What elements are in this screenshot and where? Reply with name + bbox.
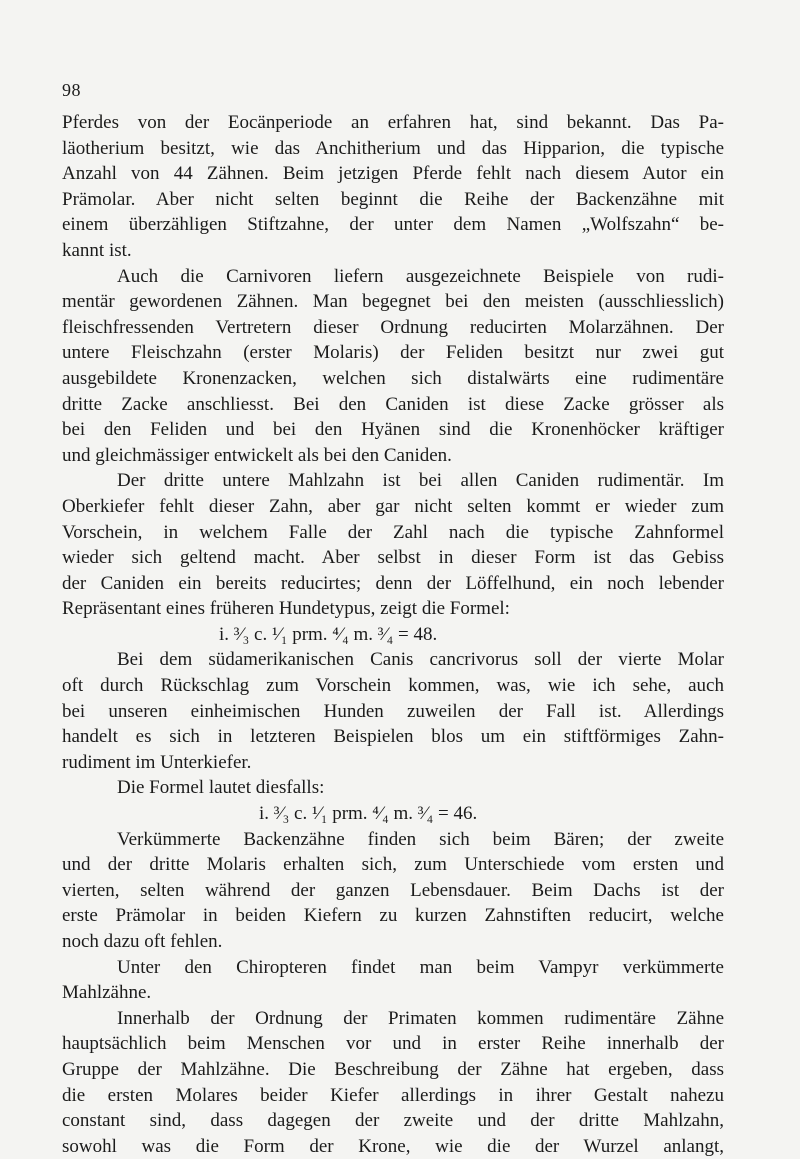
text-line: Repräsentant eines früheren Hundetypus, zeigt die Formel:	[62, 598, 510, 620]
text-line: ausgebildete Kronenzacken, welchen sich distalwärts eine rudimentäre	[62, 367, 724, 389]
text-line: untere Fleischzahn (erster Molaris) der Feliden besitzt nur zwei gut	[62, 342, 724, 364]
text-line: constant sind, dass dagegen der zweite und der dritte Mahlzahn,	[62, 1110, 724, 1132]
text-line: Innerhalb der Ordnung der Primaten kommen rudimentäre Zähne	[117, 1007, 724, 1029]
text-line: läotherium besitzt, wie das Anchitherium und das Hipparion, die typische	[62, 137, 724, 159]
text-line: Die Formel lautet diesfalls:	[117, 777, 325, 799]
text-line: oft durch Rückschlag zum Vorschein kommen, was, wie ich sehe, auch	[62, 675, 724, 697]
text-line: der Caniden ein bereits reducirtes; denn der Löffelhund, ein noch lebender	[62, 572, 724, 594]
text-line: vierten, selten während der ganzen Lebensdauer. Beim Dachs ist der	[62, 879, 724, 901]
text-line: kannt ist.	[62, 239, 132, 261]
text-line: erste Prämolar in beiden Kiefern zu kurzen Zahnstiften reducirt, welche	[62, 905, 724, 927]
text-line: Prämolar. Aber nicht selten beginnt die Reihe der Backenzähne mit	[62, 188, 724, 210]
text-line: noch dazu oft fehlen.	[62, 931, 223, 952]
text-line: Der dritte untere Mahlzahn ist bei allen Caniden rudimentär. Im	[117, 470, 724, 492]
text-line: hauptsächlich beim Menschen vor und in erster Reihe innerhalb der	[62, 1033, 724, 1055]
text-line: bei den Feliden und bei den Hyänen sind die Kronenhöcker kräftiger	[62, 419, 724, 441]
text-line: mentär gewordenen Zähnen. Man begegnet bei den meisten (ausschliesslich)	[62, 291, 724, 313]
text-line: sowohl was die Form der Krone, wie die der Wurzel anlangt,	[62, 1135, 724, 1157]
text-line: Vorschein, in welchem Falle der Zahl nach die typische Zahnformel	[62, 521, 724, 543]
body-text	[62, 110, 724, 1159]
text-line: Bei dem südamerikanischen Canis cancrivorus soll der vierte Molar	[117, 649, 724, 671]
text-line: handelt es sich in letzteren Beispielen blos um ein stiftförmiges Zahn-	[62, 726, 724, 748]
text-line: dritte Zacke anschliesst. Bei den Caniden ist diese Zacke grösser als	[62, 393, 724, 415]
text-line: Auch die Carnivoren liefern ausgezeichnete Beispiele von rudi-	[117, 265, 724, 287]
text-line: Pferdes von der Eocänperiode an erfahren hat, sind bekannt. Das Pa-	[62, 112, 724, 133]
text-line: Unter den Chiropteren findet man beim Vampyr verkümmerte	[117, 956, 724, 978]
text-line: Verkümmerte Backenzähne finden sich beim Bären; der zweite	[117, 828, 724, 850]
text-line: Mahlzähne.	[62, 982, 152, 1004]
text-line: die ersten Molares beider Kiefer allerdings in ihrer Gestalt nahezu	[62, 1084, 724, 1106]
text-line: Gruppe der Mahlzähne. Die Beschreibung der Zähne hat ergeben, dass	[62, 1058, 724, 1080]
page-number: 98	[62, 80, 81, 100]
text-line: i. ³⁄₃ c. ¹⁄₁ prm. ⁴⁄₄ m. ³⁄₄ = 46.	[259, 803, 478, 825]
text-line: einem überzähligen Stiftzahne, der unter dem Namen „Wolfszahn“ be-	[62, 214, 724, 236]
text-line: fleischfressenden Vertretern dieser Ordnung reducirten Molarzähnen. Der	[62, 316, 724, 338]
text-line: bei unseren einheimischen Hunden zuweilen der Fall ist. Allerdings	[62, 700, 724, 722]
text-line: und gleichmässiger entwickelt als bei den Caniden.	[62, 444, 452, 466]
text-line: wieder sich geltend macht. Aber selbst in dieser Form ist das Gebiss	[62, 547, 724, 569]
text-line: rudiment im Unterkiefer.	[62, 751, 252, 773]
text-line: i. ³⁄₃ c. ¹⁄₁ prm. ⁴⁄₄ m. ³⁄₄ = 48.	[219, 623, 438, 645]
text-line: Oberkiefer fehlt dieser Zahn, aber gar nicht selten kommt er wieder zum	[62, 495, 724, 517]
text-line: und der dritte Molaris erhalten sich, zum Unterschiede vom ersten und	[62, 854, 724, 876]
text-line: Anzahl von 44 Zähnen. Beim jetzigen Pferde fehlt nach diesem Autor ein	[62, 163, 724, 185]
